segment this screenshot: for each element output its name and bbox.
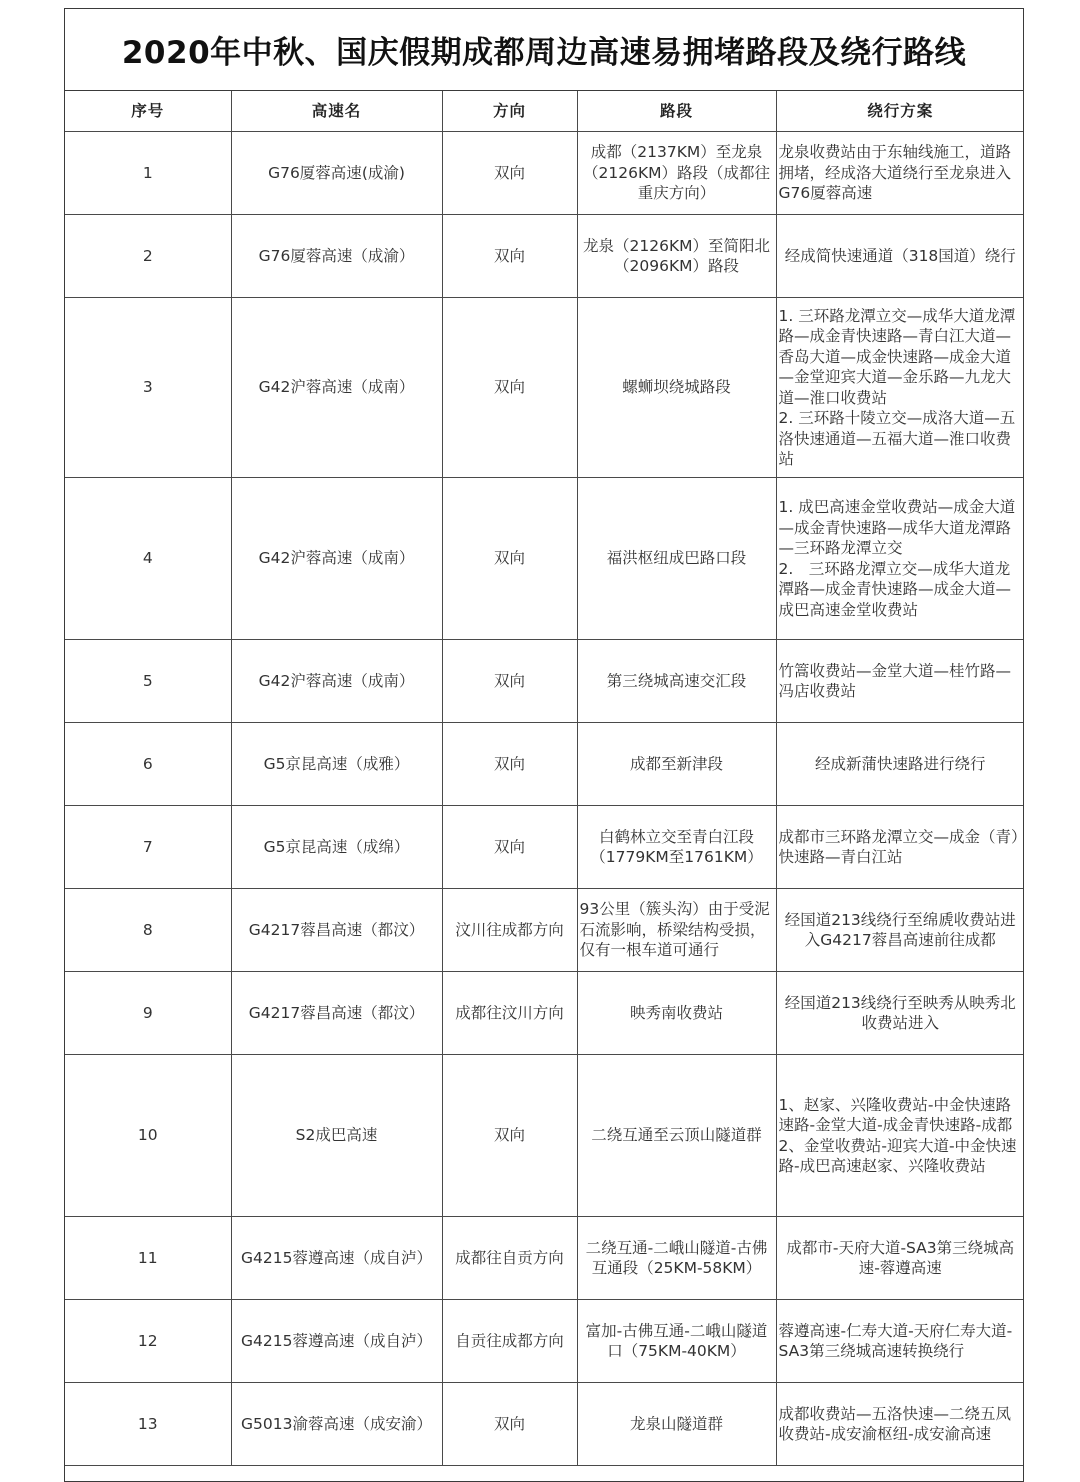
row-highway: G5京昆高速（成绵） [231, 806, 442, 889]
row-section: 成都至新津段 [577, 723, 776, 806]
row-no: 12 [65, 1300, 231, 1383]
table-header-row [65, 91, 1024, 132]
table-row [65, 215, 1024, 298]
table-row [65, 478, 1024, 640]
row-direction: 双向 [442, 1055, 577, 1217]
row-detour: 成都收费站—五洛快速—二绕五凤收费站-成安渝枢纽-成安渝高速 [776, 1383, 1024, 1466]
row-direction: 双向 [442, 298, 577, 478]
row-highway: G42沪蓉高速（成南） [231, 640, 442, 723]
row-detour: 经成简快速通道（318国道）绕行 [776, 215, 1024, 298]
document-title: 2020年中秋、国庆假期成都周边高速易拥堵路段及绕行路线 [65, 9, 1023, 91]
row-no: 10 [65, 1055, 231, 1217]
header-highway: 高速名 [231, 91, 442, 132]
row-highway: S2成巴高速 [231, 1055, 442, 1217]
row-direction: 汶川往成都方向 [442, 889, 577, 972]
table-row [65, 806, 1024, 889]
row-detour: 1、赵家、兴隆收费站-中金快速路速路-金堂大道-成金青快速路-成都 2、金堂收费站-迎宾大道-中金快速路-成巴高速赵家、兴隆收费站 [776, 1055, 1024, 1217]
row-direction: 双向 [442, 1383, 577, 1466]
row-no: 5 [65, 640, 231, 723]
row-direction: 双向 [442, 215, 577, 298]
row-highway: G4217蓉昌高速（都汶） [231, 889, 442, 972]
congestion-table [65, 91, 1024, 1466]
row-detour: 成都市三环路龙潭立交—成金（青）快速路—青白江站 [776, 806, 1024, 889]
table-row [65, 640, 1024, 723]
table-row [65, 889, 1024, 972]
table-row [65, 1055, 1024, 1217]
table-row [65, 1300, 1024, 1383]
table-row [65, 1217, 1024, 1300]
row-section: 93公里（簇头沟）由于受泥石流影响，桥梁结构受损，仅有一根车道可通行 [577, 889, 776, 972]
row-direction: 自贡往成都方向 [442, 1300, 577, 1383]
row-highway: G4217蓉昌高速（都汶） [231, 972, 442, 1055]
row-direction: 双向 [442, 132, 577, 215]
row-section: 福洪枢纽成巴路口段 [577, 478, 776, 640]
row-section: 龙泉（2126KM）至简阳北（2096KM）路段 [577, 215, 776, 298]
row-no: 4 [65, 478, 231, 640]
header-direction: 方向 [442, 91, 577, 132]
table-row [65, 298, 1024, 478]
row-no: 8 [65, 889, 231, 972]
row-section: 富加-古佛互通-二峨山隧道口（75KM-40KM） [577, 1300, 776, 1383]
row-detour: 成都市-天府大道-SA3第三绕城高速-蓉遵高速 [776, 1217, 1024, 1300]
row-section: 映秀南收费站 [577, 972, 776, 1055]
row-highway: G42沪蓉高速（成南） [231, 298, 442, 478]
row-no: 1 [65, 132, 231, 215]
row-section: 二绕互通至云顶山隧道群 [577, 1055, 776, 1217]
row-detour: 经国道213线绕行至映秀从映秀北收费站进入 [776, 972, 1024, 1055]
header-no: 序号 [65, 91, 231, 132]
row-detour: 龙泉收费站由于东轴线施工，道路拥堵，经成洛大道绕行至龙泉进入G76厦蓉高速 [776, 132, 1024, 215]
row-no: 6 [65, 723, 231, 806]
row-detour: 1. 三环路龙潭立交—成华大道龙潭路—成金青快速路—青白江大道—香岛大道—成金快速路—成金大道—金堂迎宾大道—金乐路—九龙大道—淮口收费站 2. 三环路十陵立交—成洛大道—五洛快速通道—五福大道—淮口收费站 [776, 298, 1024, 478]
row-detour: 经国道213线绕行至绵虒收费站进入G4217蓉昌高速前往成都 [776, 889, 1024, 972]
row-section: 第三绕城高速交汇段 [577, 640, 776, 723]
table-row [65, 723, 1024, 806]
table-row [65, 1383, 1024, 1466]
row-highway: G76厦蓉高速（成渝） [231, 215, 442, 298]
row-no: 13 [65, 1383, 231, 1466]
row-section: 二绕互通-二峨山隧道-古佛互通段（25KM-58KM） [577, 1217, 776, 1300]
row-detour: 蓉遵高速-仁寿大道-天府仁寿大道-SA3第三绕城高速转换绕行 [776, 1300, 1024, 1383]
table-row [65, 972, 1024, 1055]
row-highway: G5013渝蓉高速（成安渝） [231, 1383, 442, 1466]
row-detour: 竹篙收费站—金堂大道—桂竹路—冯店收费站 [776, 640, 1024, 723]
row-no: 7 [65, 806, 231, 889]
row-highway: G4215蓉遵高速（成自泸） [231, 1217, 442, 1300]
row-direction: 双向 [442, 478, 577, 640]
table-row [65, 132, 1024, 215]
row-section: 成都（2137KM）至龙泉（2126KM）路段（成都往重庆方向） [577, 132, 776, 215]
row-direction: 成都往汶川方向 [442, 972, 577, 1055]
row-direction: 双向 [442, 640, 577, 723]
header-detour: 绕行方案 [776, 91, 1024, 132]
row-no: 9 [65, 972, 231, 1055]
row-no: 11 [65, 1217, 231, 1300]
row-section: 白鹤林立交至青白江段（1779KM至1761KM） [577, 806, 776, 889]
row-direction: 成都往自贡方向 [442, 1217, 577, 1300]
row-no: 3 [65, 298, 231, 478]
row-section: 龙泉山隧道群 [577, 1383, 776, 1466]
document-sheet [64, 8, 1024, 1482]
row-section: 螺蛳坝绕城路段 [577, 298, 776, 478]
row-detour: 经成新蒲快速路进行绕行 [776, 723, 1024, 806]
row-direction: 双向 [442, 723, 577, 806]
row-direction: 双向 [442, 806, 577, 889]
header-section: 路段 [577, 91, 776, 132]
row-highway: G4215蓉遵高速（成自泸） [231, 1300, 442, 1383]
row-highway: G42沪蓉高速（成南） [231, 478, 442, 640]
row-highway: G5京昆高速（成雅） [231, 723, 442, 806]
row-highway: G76厦蓉高速(成渝) [231, 132, 442, 215]
row-detour: 1. 成巴高速金堂收费站—成金大道—成金青快速路—成华大道龙潭路—三环路龙潭立交 2. 三环路龙潭立交—成华大道龙潭路—成金青快速路—成金大道—成巴高速金堂收费站 [776, 478, 1024, 640]
row-no: 2 [65, 215, 231, 298]
